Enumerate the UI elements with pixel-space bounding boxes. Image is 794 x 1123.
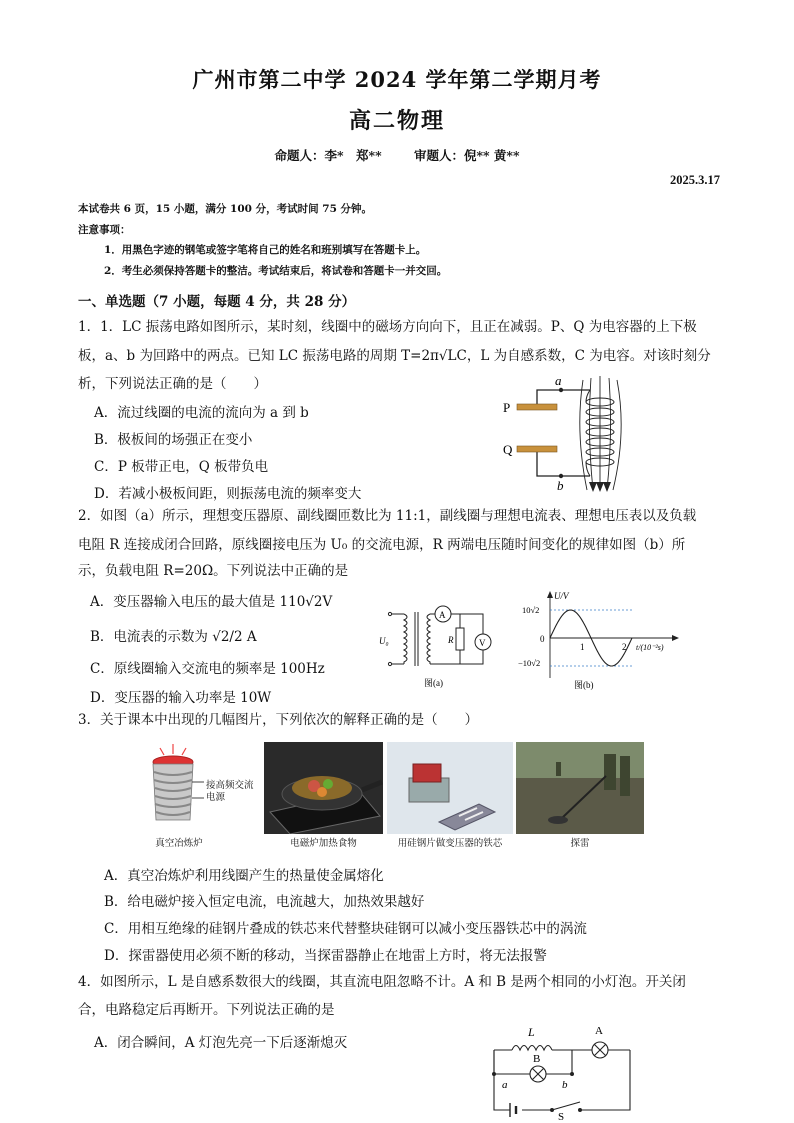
notice-intro: 本试卷共 6 页，15 小题，满分 100 分，考试时间 75 分钟。 bbox=[78, 203, 373, 215]
setters: 命题人：李* 郑** bbox=[274, 148, 382, 163]
q4-circuit-figure bbox=[462, 1004, 638, 1120]
reviewers: 审题人：倪** 黄** bbox=[413, 148, 520, 163]
q3-stem: 3．关于课本中出现的几幅图片，下列依次的解释正确的是（ ） bbox=[78, 712, 479, 728]
resistor-label: R bbox=[448, 635, 454, 645]
q1-lc-circuit-figure bbox=[495, 372, 645, 497]
q2-line1: 2．如图（a）所示，理想变压器原、副线圈匝数比为 11:1，副线圈与理想电流表、理想电压表以及负载 bbox=[78, 508, 697, 524]
q3-option-d: D．探雷器使用必须不断的移动，当探雷器静止在地雷上方时，将无法报警 bbox=[104, 948, 547, 964]
q4-line1: 4．如图所示，L 是自感系数很大的线圈，其直流电阻忽略不计。A 和 B 是两个相同的小灯泡。开关闭 bbox=[78, 974, 686, 990]
q1-line3: 析，下列说法正确的是（ ） bbox=[78, 376, 267, 392]
inductor-label: L bbox=[528, 1025, 535, 1039]
authors bbox=[0, 146, 794, 164]
induction-cooker-image bbox=[264, 742, 383, 834]
q1-label-q: Q bbox=[503, 442, 513, 457]
q1-option-c: C．P 板带正电，Q 板带负电 bbox=[94, 459, 269, 475]
point-b-label: b bbox=[562, 1079, 568, 1091]
furnace-image bbox=[140, 742, 262, 834]
q1-label-p: P bbox=[503, 400, 511, 415]
notice-heading: 注意事项： bbox=[78, 224, 131, 236]
furnace-label: 接高频交流电源 bbox=[206, 780, 254, 803]
section-title: 一、单选题（7 小题，每题 4 分，共 28 分） bbox=[78, 294, 356, 310]
q2-voltage-chart bbox=[512, 590, 684, 690]
q1-label-a: a bbox=[555, 373, 562, 388]
switch-label: S bbox=[558, 1111, 565, 1120]
x-tick-1: 1 bbox=[580, 642, 585, 652]
ammeter-label: A bbox=[439, 610, 446, 620]
q2-transformer-figure bbox=[378, 600, 496, 692]
exam-title: 广州市第二中学 2024 学年第二学期月考 bbox=[192, 67, 602, 92]
lamp-a-label: A bbox=[595, 1025, 603, 1037]
caption-steel-core: 用硅钢片做变压器的铁芯 bbox=[397, 838, 503, 849]
voltmeter-label: V bbox=[479, 638, 486, 648]
caption-induction: 电磁炉加热食物 bbox=[290, 838, 357, 849]
q2-figb-caption: 图(b) bbox=[574, 680, 594, 690]
q1-line1: 1．1．LC 振荡电路如图所示，某时刻，线圈中的磁场方向向下，且正在减弱。P、Q 为电容器的上下极 bbox=[78, 319, 697, 335]
q2-figa-caption: 图(a) bbox=[424, 678, 443, 688]
y-tick-min: −10√2 bbox=[518, 658, 541, 668]
q4-line2: 合，电路稳定后再断开。下列说法正确的是 bbox=[78, 1002, 335, 1018]
caption-furnace: 真空冶炼炉 bbox=[155, 838, 203, 849]
lamp-b-label: B bbox=[533, 1053, 541, 1065]
subject-title: 高二物理 bbox=[348, 108, 445, 134]
q2-option-b: B．电流表的示数为 √2/2 A bbox=[90, 629, 257, 645]
q3-option-a: A．真空冶炼炉利用线圈产生的热量使金属熔化 bbox=[104, 868, 384, 884]
q1-option-b: B．极板间的场强正在变小 bbox=[94, 432, 253, 448]
silicon-steel-image bbox=[387, 742, 513, 834]
notice-item-2: 2．考生必须保持答题卡的整洁。考试结束后，将试卷和答题卡一并交回。 bbox=[104, 265, 448, 277]
x-axis-label: t/(10⁻²s) bbox=[636, 643, 664, 652]
x-tick-2: 2 bbox=[622, 642, 627, 652]
origin-label: 0 bbox=[540, 634, 545, 644]
q2-option-c: C．原线圈输入交流电的频率是 100Hz bbox=[90, 661, 325, 677]
q2-label-u0: U₀ bbox=[379, 636, 389, 646]
q1-label-b: b bbox=[557, 478, 564, 493]
q3-option-c: C．用相互绝缘的硅钢片叠成的铁芯来代替整块硅钢可以减小变压器铁芯中的涡流 bbox=[104, 921, 587, 937]
q4-option-a: A．闭合瞬间，A 灯泡先亮一下后逐渐熄灭 bbox=[94, 1035, 348, 1051]
q1-option-d: D．若减小极板间距，则振荡电流的频率变大 bbox=[94, 486, 362, 502]
caption-mine-detection: 探雷 bbox=[570, 838, 590, 849]
q1-option-a: A．流过线圈的电流的流向为 a 到 b bbox=[94, 405, 309, 421]
q2-line3: 示，负载电阻 R=20Ω。下列说法中正确的是 bbox=[78, 563, 349, 579]
q1-line2: 板，a、b 为回路中的两点。已知 LC 振荡电路的周期 T=2π√LC，L 为自感系数，C 为电容。对该时刻分 bbox=[78, 348, 711, 364]
mine-detection-image bbox=[516, 742, 644, 834]
q3-option-b: B．给电磁炉接入恒定电流，电流越大，加热效果越好 bbox=[104, 894, 425, 910]
point-a-label: a bbox=[502, 1079, 508, 1091]
notice-item-1: 1．用黑色字迹的钢笔或签字笔将自己的姓名和班别填写在答题卡上。 bbox=[104, 244, 427, 256]
y-tick-max: 10√2 bbox=[522, 605, 540, 615]
q2-option-a: A．变压器输入电压的最大值是 110√2V bbox=[90, 594, 333, 610]
q2-line2: 电阻 R 连接成闭合回路，原线圈接电压为 U₀ 的交流电源，R 两端电压随时间变化的规律如图（b）所 bbox=[78, 537, 686, 553]
q2-option-d: D．变压器的输入功率是 10W bbox=[90, 690, 272, 706]
exam-date: 2025.3.17 bbox=[670, 173, 720, 187]
y-axis-label: U/V bbox=[554, 591, 569, 601]
